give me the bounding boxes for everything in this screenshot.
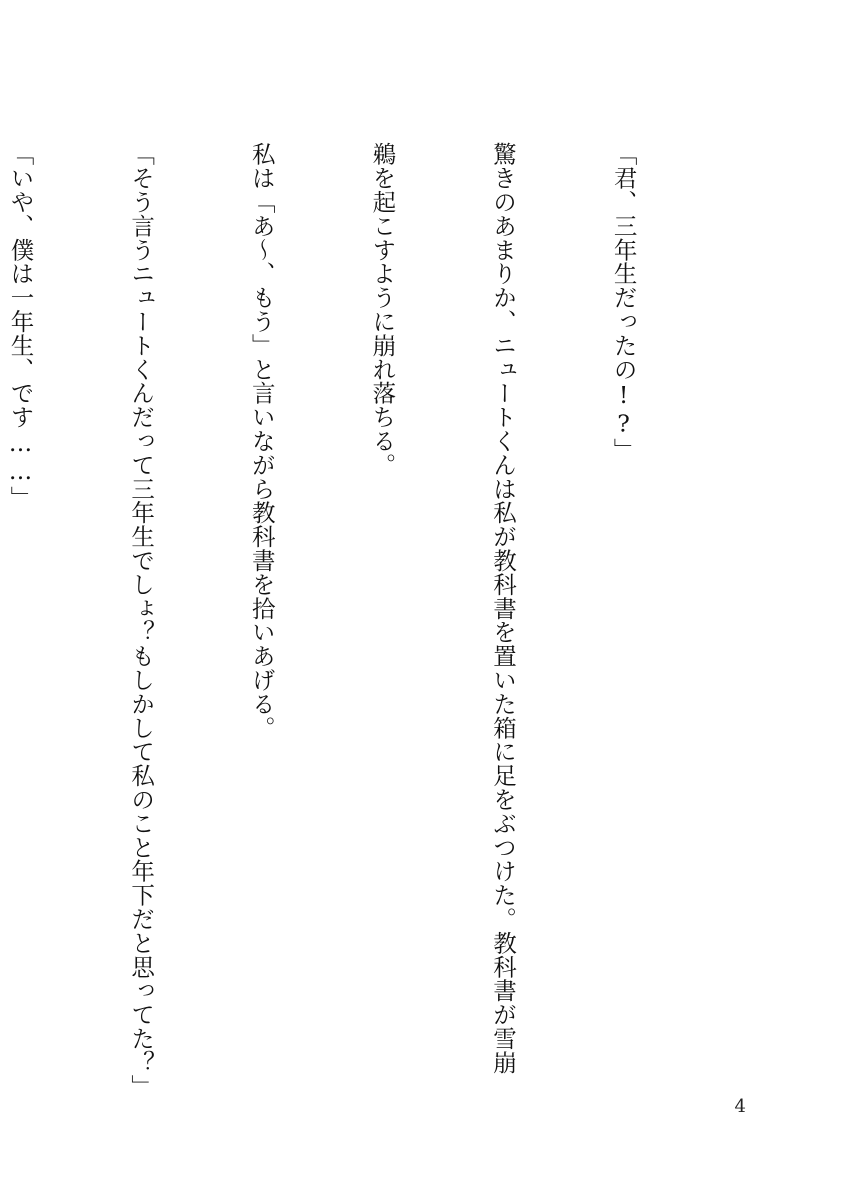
text-line-3: 鵜を起こすように崩れ落ちる。 — [368, 142, 397, 477]
text-line-6: 「いや、僕は一年生、です……」 — [6, 142, 35, 510]
text-line-5: 「そう言うニュートくんだって三年生でしょ？もしかして私のこと年下だと思ってた？」 — [127, 142, 156, 1098]
text-line-4: 私は「あ〜、もう」と言いながら教科書を拾いあげる。 — [247, 142, 276, 740]
vertical-text-body — [0, 142, 724, 1098]
text-line-1: 「君、三年生だったの!?」 — [609, 142, 638, 462]
page-number: 4 — [734, 1096, 746, 1117]
text-line-2: 驚きのあまりか、ニュートくんは私が教科書を置いた箱に足をぶつけた。教科書が雪崩 — [488, 142, 517, 1075]
